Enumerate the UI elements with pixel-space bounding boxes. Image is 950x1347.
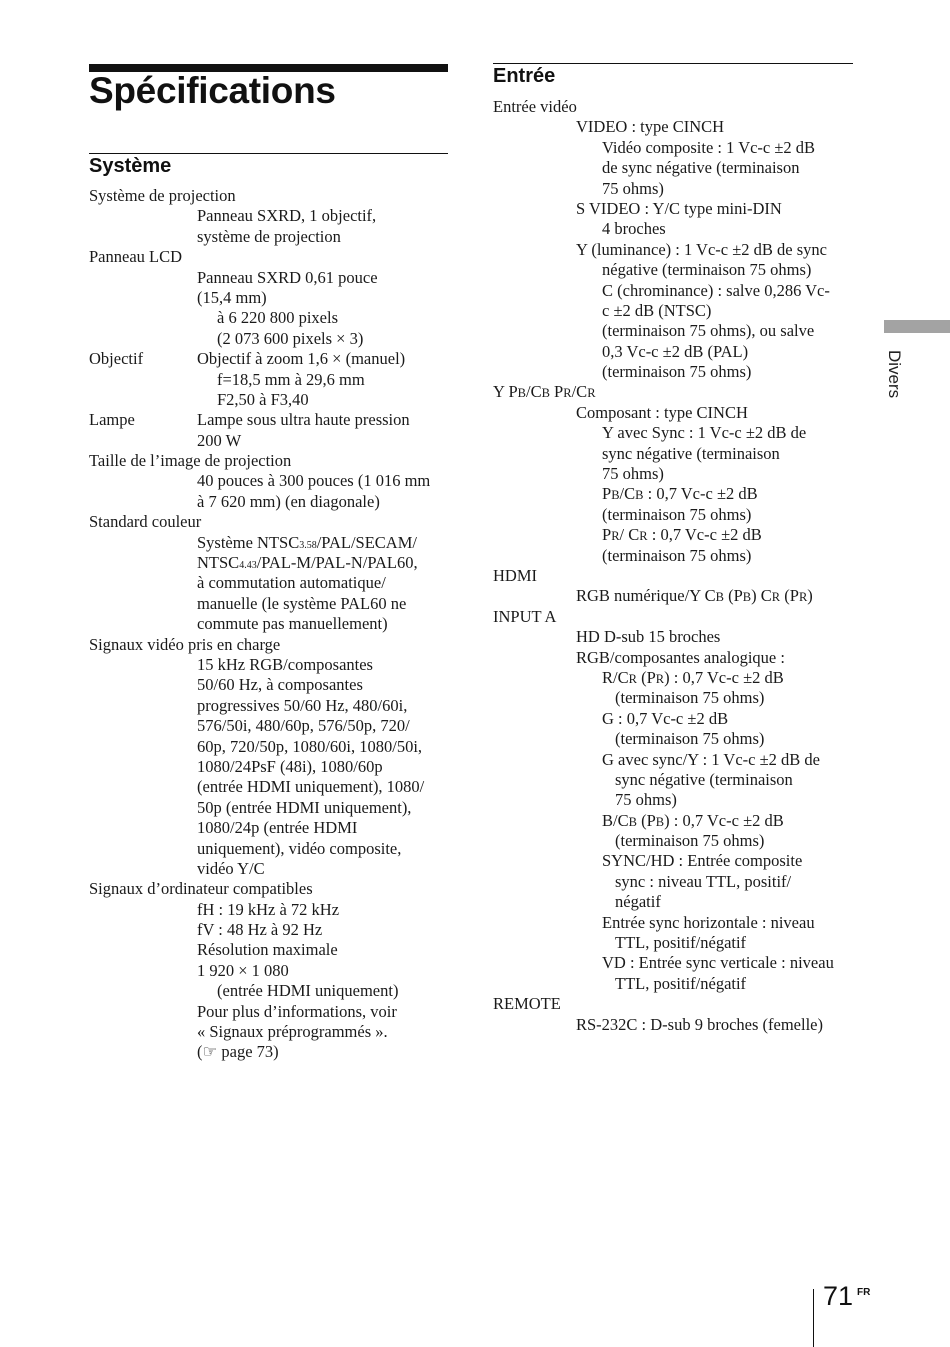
entree-line [493,219,834,239]
spec-label: HDMI [493,565,537,585]
entree-rule [493,63,853,64]
systeme-line [89,839,430,859]
entree-line [493,199,834,219]
entree-line [493,321,834,341]
systeme-line [89,716,430,736]
spec-value: (terminaison 75 ohms) [615,688,765,708]
systeme-line [89,410,430,430]
spec-value: (entrée HDMI uniquement) [217,981,399,1001]
spec-label: Signaux d’ordinateur compatibles [89,879,313,899]
page-number-rule [813,1289,814,1347]
systeme-line [89,492,430,512]
spec-value: vidéo Y/C [197,858,265,878]
systeme-line [89,431,430,451]
entree-line [493,851,834,871]
page-language: FR [857,1287,871,1298]
spec-value: (☞ page 73) [197,1042,279,1062]
entree-line [493,607,834,627]
spec-value: 576/50i, 480/60p, 576/50p, 720/ [197,716,410,736]
spec-value: VIDEO : type CINCH [576,117,725,137]
spec-value: uniquement), vidéo composite, [197,838,402,858]
entree-line [493,994,834,1014]
entree-line [493,281,834,301]
systeme-line [89,614,430,634]
spec-value: négative (terminaison 75 ohms) [602,260,812,280]
spec-value: G avec sync/Y : 1 Vc-c ±2 dB de [602,749,820,769]
spec-value: fV : 48 Hz à 92 Hz [197,920,323,940]
spec-value: (terminaison 75 ohms), ou salve [602,321,815,341]
spec-value: RGB/composantes analogique : [576,647,785,667]
systeme-line [89,961,430,981]
spec-value: (terminaison 75 ohms) [602,545,752,565]
spec-label: Système de projection [89,186,236,205]
spec-value: négatif [615,892,661,912]
spec-value: F2,50 à F3,40 [217,389,309,409]
entree-line [493,668,834,688]
systeme-line [89,308,430,328]
spec-value: « Signaux préprogrammés ». [197,1022,388,1042]
entree-line [493,648,834,668]
entree-line [493,729,834,749]
systeme-line [89,370,430,390]
spec-value: 50/60 Hz, à composantes [197,675,363,695]
spec-value: sync : niveau TTL, positif/ [615,871,792,891]
entree-line [493,627,834,647]
systeme-line [89,920,430,940]
entree-line [493,811,834,831]
spec-value: NTSC [197,553,240,573]
spec-value: 1080/24p (entrée HDMI [197,818,358,838]
entree-line [493,913,834,933]
systeme-line [89,533,430,553]
spec-value: (terminaison 75 ohms) [602,362,752,382]
systeme-line [89,186,430,206]
systeme-line [89,757,430,777]
entree-line [493,382,834,402]
entree-line [493,770,834,790]
side-tab-label: Divers [885,350,904,399]
spec-value: R/CR (PR) : 0,7 Vc-c ±2 dB [602,667,784,687]
spec-value: sync négative (terminaison [602,443,780,463]
entree-line [493,444,834,464]
spec-value: 60p, 720/50p, 1080/60i, 1080/50i, [197,736,423,756]
spec-value: fH : 19 kHz à 72 kHz [197,899,340,919]
spec-value: /PAL/SECAM/ [316,532,417,552]
spec-value: TTL, positif/négatif [615,973,747,993]
spec-value: Y avec Sync : 1 Vc-c ±2 dB de [602,423,807,443]
entree-line [493,423,834,443]
side-tab-marker [884,320,950,333]
entree-line [493,362,834,382]
systeme-line [89,329,430,349]
spec-value: à 6 220 800 pixels [217,308,338,328]
entree-line [493,586,834,606]
systeme-line [89,553,430,573]
spec-label: Standard couleur [89,512,202,532]
spec-value: c ±2 dB (NTSC) [602,300,712,320]
spec-value: PR/ CR : 0,7 Vc-c ±2 dB [602,525,762,545]
spec-value: 4 broches [602,219,666,239]
spec-value: de sync négative (terminaison [602,158,800,178]
systeme-line [89,981,430,1001]
entree-line [493,301,834,321]
spec-value: G : 0,7 Vc-c ±2 dB [602,708,729,728]
spec-value: (terminaison 75 ohms) [615,729,765,749]
spec-value: 40 pouces à 300 pouces (1 016 mm [197,471,431,491]
systeme-line [89,268,430,288]
spec-value: Composant : type CINCH [576,402,748,422]
entree-line [493,688,834,708]
spec-value: Panneau SXRD, 1 objectif, [197,206,377,226]
spec-value: Entrée sync horizontale : niveau [602,912,815,932]
spec-value: Pour plus d’informations, voir [197,1001,397,1021]
spec-value: (entrée HDMI uniquement), 1080/ [197,777,425,797]
systeme-line [89,696,430,716]
spec-subscript: 3.58 [299,539,317,551]
spec-value: (15,4 mm) [197,287,267,307]
spec-label: Panneau LCD [89,247,183,267]
entree-line [493,974,834,994]
spec-label: REMOTE [493,994,561,1014]
spec-value: 75 ohms) [615,790,677,810]
systeme-line [89,1042,430,1062]
entree-line [493,179,834,199]
spec-label: Taille de l’image de projection [89,451,292,471]
spec-subscript: 4.43 [239,560,257,572]
spec-value: 200 W [197,430,242,450]
spec-value: (terminaison 75 ohms) [615,831,765,851]
entree-line [493,709,834,729]
entree-line [493,872,834,892]
systeme-line [89,349,430,369]
systeme-line [89,798,430,818]
entree-line [493,790,834,810]
spec-value: 75 ohms) [602,178,664,198]
spec-value: Y (luminance) : 1 Vc-c ±2 dB de sync [576,239,827,259]
spec-label: Entrée vidéo [493,97,577,116]
spec-value: PB/CB : 0,7 Vc-c ±2 dB [602,484,758,504]
spec-value: commute pas manuellement) [197,614,388,634]
entree-line [493,953,834,973]
spec-value: (terminaison 75 ohms) [602,504,752,524]
spec-value: Vidéo composite : 1 Vc-c ±2 dB [602,137,816,157]
entree-line [493,933,834,953]
systeme-line [89,900,430,920]
entree-line [493,892,834,912]
spec-value: Panneau SXRD 0,61 pouce [197,267,378,287]
systeme-line [89,451,430,471]
systeme-line [89,512,430,532]
systeme-line [89,594,430,614]
spec-value: VD : Entrée sync verticale : niveau [602,953,834,973]
spec-value: SYNC/HD : Entrée composite [602,851,803,871]
entree-heading: Entrée [493,65,556,87]
entree-line [493,750,834,770]
entree-line [493,464,834,484]
entree-line [493,566,834,586]
systeme-line [89,1002,430,1022]
entree-line [493,342,834,362]
spec-label: INPUT A [493,606,557,626]
page-number: 71 [823,1281,854,1311]
entree-line [493,546,834,566]
entree-line [493,97,834,117]
spec-value: RS-232C : D-sub 9 broches (femelle) [576,1014,823,1034]
spec-label: Y PB/CB PR/CR [493,382,596,402]
spec-value: (2 073 600 pixels × 3) [217,328,364,348]
systeme-line [89,247,430,267]
systeme-line [89,227,430,247]
spec-value: Système NTSC [197,532,300,552]
systeme-line [89,675,430,695]
spec-value: à commutation automatique/ [197,573,386,593]
entree-line [493,240,834,260]
spec-value: 50p (entrée HDMI uniquement), [197,797,412,817]
spec-value: /PAL-M/PAL-N/PAL60, [256,553,418,573]
systeme-line [89,777,430,797]
systeme-rule [89,153,448,154]
systeme-line [89,390,430,410]
spec-value: Lampe sous ultra haute pression [197,410,410,430]
systeme-line [89,1022,430,1042]
spec-value: TTL, positif/négatif [615,933,747,953]
entree-line [493,260,834,280]
entree-line [493,117,834,137]
spec-value: f=18,5 mm à 29,6 mm [217,369,365,389]
entree-line [493,403,834,423]
systeme-line [89,471,430,491]
spec-value: HD D-sub 15 broches [576,627,721,647]
systeme-line [89,940,430,960]
spec-label: Objectif [89,349,144,369]
systeme-line [89,737,430,757]
spec-value: à 7 620 mm) (en diagonale) [197,491,380,511]
spec-label: Lampe [89,410,135,430]
spec-value: Résolution maximale [197,940,338,960]
entree-line [493,138,834,158]
systeme-line [89,859,430,879]
spec-value: S VIDEO : Y/C type mini-DIN [576,198,782,218]
entree-line [493,484,834,504]
systeme-line [89,655,430,675]
spec-value: 0,3 Vc-c ±2 dB (PAL) [602,341,749,361]
entree-line [493,158,834,178]
spec-value: système de projection [197,226,341,246]
systeme-line [89,879,430,899]
entree-line [493,525,834,545]
spec-value: 75 ohms) [602,464,664,484]
systeme-line [89,573,430,593]
systeme-heading: Système [89,155,172,177]
systeme-spec-list [89,186,430,1063]
spec-value: Objectif à zoom 1,6 × (manuel) [197,349,406,369]
systeme-line [89,206,430,226]
spec-value: manuelle (le système PAL60 ne [197,593,407,613]
systeme-line [89,635,430,655]
spec-value: 1 920 × 1 080 [197,960,289,980]
entree-line [493,1015,834,1035]
spec-value: B/CB (PB) : 0,7 Vc-c ±2 dB [602,810,784,830]
spec-value: progressives 50/60 Hz, 480/60i, [197,695,408,715]
systeme-line [89,288,430,308]
systeme-line [89,818,430,838]
spec-value: 15 kHz RGB/composantes [197,654,373,674]
spec-value: sync négative (terminaison [615,769,793,789]
spec-value: RGB numérique/Y CB (PB) CR (PR) [576,586,813,606]
spec-value: 1080/24PsF (48i), 1080/60p [197,756,383,776]
spec-label: Signaux vidéo pris en charge [89,634,281,654]
page-title: Spécifications [89,70,336,111]
entree-line [493,505,834,525]
entree-line [493,831,834,851]
entree-spec-list [493,97,834,1035]
spec-value: C (chrominance) : salve 0,286 Vc- [602,280,830,300]
